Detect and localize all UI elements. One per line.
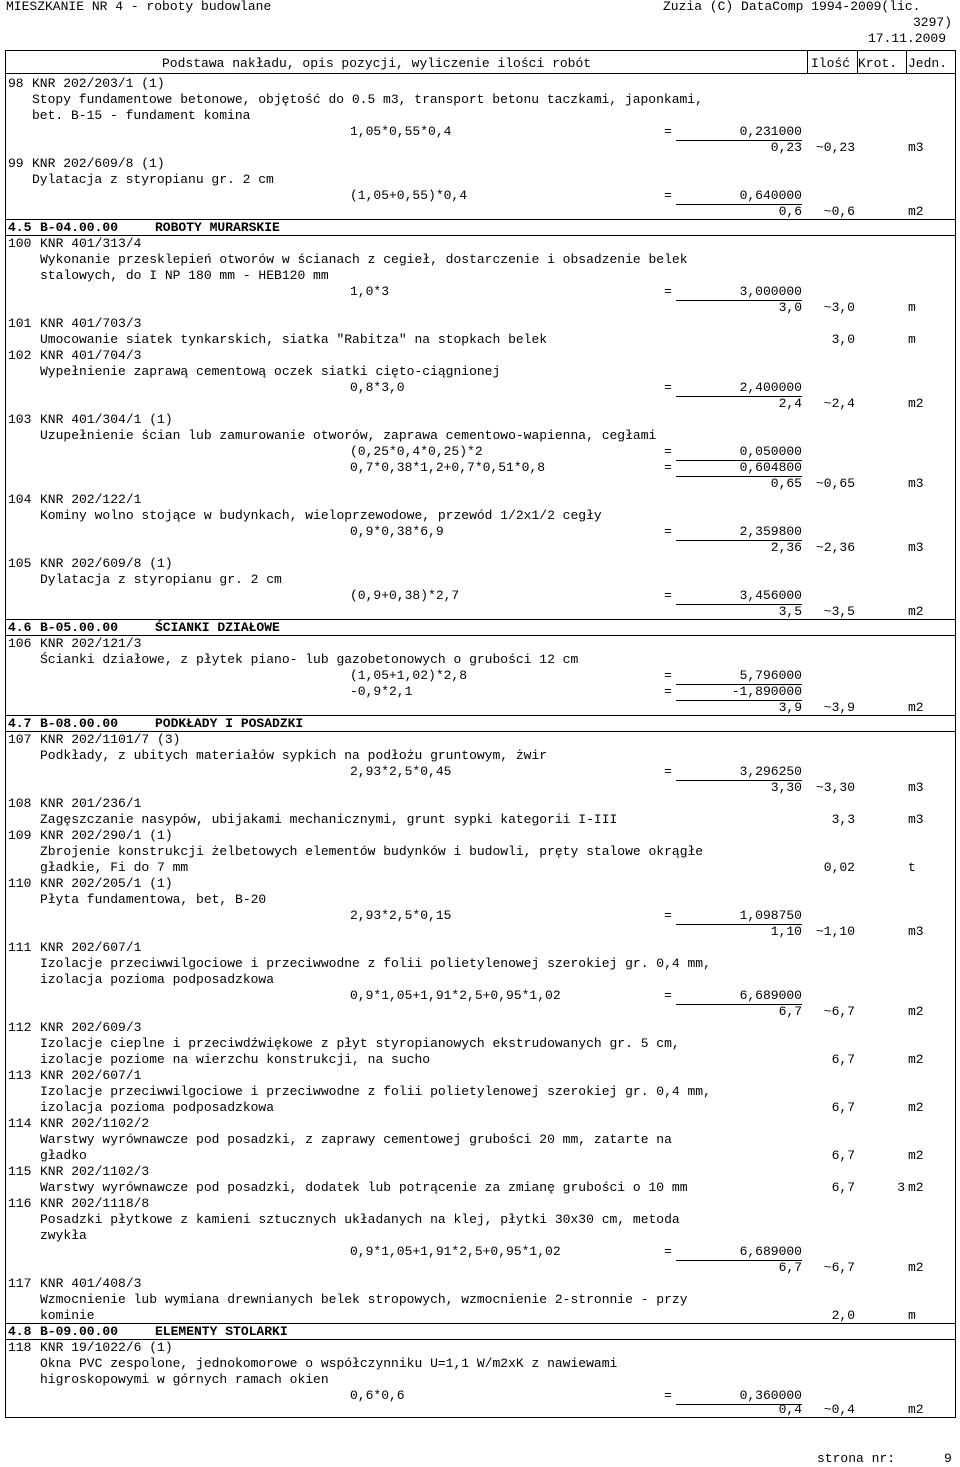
item-quantity: 3,30 xyxy=(770,780,802,795)
item-number: 107 xyxy=(8,732,32,747)
calc-formula: 0,7*0,38*1,2+0,7*0,51*0,8 xyxy=(350,460,546,475)
item-quantity: 0,23 xyxy=(770,140,802,155)
calc-equals: = xyxy=(664,284,672,299)
item-quantity-rounded: ~2,36 xyxy=(815,540,855,555)
item-description: Wzmocnienie lub wymiana drewnianych belek stropowych, wzmocnienie 2-stronnie - przy xyxy=(40,1292,688,1307)
item-number: 114 xyxy=(8,1116,32,1131)
item-unit: m2 xyxy=(908,1260,924,1275)
item-quantity-rounded: ~6,7 xyxy=(823,1004,855,1019)
item-unit: m2 xyxy=(908,1180,924,1195)
item-quantity: 3,5 xyxy=(778,604,802,619)
item-quantity: 3,0 xyxy=(778,300,802,315)
page-number: 9 xyxy=(944,1451,952,1466)
item-description: bet. B-15 - fundament komina xyxy=(32,108,251,123)
calc-equals: = xyxy=(664,588,672,603)
item-description: Stopy fundamentowe betonowe, objętość do 0.5 m3, transport betonu taczkami, japonkami, xyxy=(32,92,703,107)
license-number: 3297) xyxy=(913,15,953,30)
col-header-multiplier: Krot. xyxy=(858,56,898,71)
item-description: Ścianki działowe, z płytek piano- lub gazobetonowych o grubości 12 cm xyxy=(40,652,579,667)
item-description: gładkie, Fi do 7 mm xyxy=(40,860,189,875)
item-quantity: 6,7 xyxy=(831,1180,855,1195)
item-code: KNR 202/1102/3 xyxy=(40,1164,150,1179)
item-number: 113 xyxy=(8,1068,32,1083)
item-code: KNR 202/607/1 xyxy=(40,1068,142,1083)
item-quantity: 3,3 xyxy=(831,812,855,827)
item-number: 112 xyxy=(8,1020,32,1035)
col-header-description: Podstawa nakładu, opis pozycji, wyliczenie ilości robót xyxy=(162,56,592,71)
calc-equals: = xyxy=(664,684,672,699)
item-number: 116 xyxy=(8,1196,32,1211)
item-code: KNR 401/408/3 xyxy=(40,1276,142,1291)
item-multiplier: 3 xyxy=(897,1180,905,1195)
item-code: KNR 202/203/1 (1) xyxy=(32,76,165,91)
item-code: KNR 202/609/8 (1) xyxy=(40,556,173,571)
item-description: gładko xyxy=(40,1148,87,1163)
item-number: 104 xyxy=(8,492,32,507)
item-code: KNR 202/607/1 xyxy=(40,940,142,955)
section-divider xyxy=(5,219,955,220)
item-unit: t xyxy=(908,860,916,875)
calc-result: 0,604800 xyxy=(676,460,802,477)
item-quantity: 6,7 xyxy=(831,1148,855,1163)
calc-equals: = xyxy=(664,668,672,683)
item-quantity-rounded: ~0,65 xyxy=(815,476,855,491)
item-description: Płyta fundamentowa, bet, B-20 xyxy=(40,892,267,907)
calc-formula: (1,05+0,55)*0,4 xyxy=(350,188,468,203)
item-description: stalowych, do I NP 180 mm - HEB120 mm xyxy=(40,268,329,283)
item-quantity-rounded: ~2,4 xyxy=(823,396,855,411)
calc-result: 0,360000 xyxy=(676,1388,802,1405)
calc-result: 1,098750 xyxy=(676,908,802,925)
page-label: strona nr: xyxy=(817,1451,896,1466)
item-unit: m3 xyxy=(908,476,924,491)
item-quantity: 0,4 xyxy=(778,1402,802,1417)
item-quantity: 2,36 xyxy=(770,540,802,555)
calc-result: 3,456000 xyxy=(676,588,802,605)
calc-equals: = xyxy=(664,764,672,779)
item-number: 110 xyxy=(8,876,32,891)
calc-formula: 0,6*0,6 xyxy=(350,1388,405,1403)
item-description: Umocowanie siatek tynkarskich, siatka "Rabitza" na stopkach belek xyxy=(40,332,548,347)
item-number: 117 xyxy=(8,1276,32,1291)
item-number: 101 xyxy=(8,316,32,331)
calc-formula: 0,9*1,05+1,91*2,5+0,95*1,02 xyxy=(350,1244,561,1259)
calc-result: 2,359800 xyxy=(676,524,802,541)
item-description: higroskopowymi w górnych ramach okien xyxy=(40,1372,329,1387)
item-quantity-rounded: ~1,10 xyxy=(815,924,855,939)
software-info: Zuzia (C) DataComp 1994-2009(lic. xyxy=(663,0,921,14)
item-description: Uzupełnienie ścian lub zamurowanie otworów, zaprawa cementowo-wapienna, cegłami xyxy=(40,428,657,443)
item-unit: m3 xyxy=(908,540,924,555)
section-divider xyxy=(5,235,955,236)
print-date: 17.11.2009 xyxy=(868,31,947,46)
item-number: 118 xyxy=(8,1340,32,1355)
calc-equals: = xyxy=(664,444,672,459)
item-unit: m3 xyxy=(908,140,924,155)
calc-equals: = xyxy=(664,124,672,139)
col-header-quantity: Ilość xyxy=(811,56,851,71)
item-code: KNR 202/1102/2 xyxy=(40,1116,150,1131)
item-code: KNR 202/609/8 (1) xyxy=(32,156,165,171)
item-number: 109 xyxy=(8,828,32,843)
item-quantity-rounded: ~6,7 xyxy=(823,1260,855,1275)
calc-formula: 0,8*3,0 xyxy=(350,380,405,395)
item-unit: m3 xyxy=(908,924,924,939)
item-quantity: 6,7 xyxy=(778,1004,802,1019)
item-code: KNR 401/704/3 xyxy=(40,348,142,363)
item-unit: m2 xyxy=(908,1100,924,1115)
calc-equals: = xyxy=(664,524,672,539)
item-quantity-rounded: ~3,9 xyxy=(823,700,855,715)
calc-equals: = xyxy=(664,908,672,923)
item-code: KNR 202/205/1 (1) xyxy=(40,876,173,891)
item-description: Okna PVC zespolone, jednokomorowe o współczynniku U=1,1 W/m2xK z nawiewami xyxy=(40,1356,618,1371)
item-unit: m xyxy=(908,300,916,315)
section-number: 4.8 xyxy=(8,1324,32,1339)
col-divider xyxy=(807,50,808,74)
item-quantity: 3,9 xyxy=(778,700,802,715)
section-number: 4.7 xyxy=(8,716,32,731)
item-quantity: 0,65 xyxy=(770,476,802,491)
item-unit: m xyxy=(908,1308,916,1323)
calc-formula: (0,25*0,4*0,25)*2 xyxy=(350,444,483,459)
calc-result: 2,400000 xyxy=(676,380,802,397)
item-code: KNR 201/236/1 xyxy=(40,796,142,811)
calc-result: 6,689000 xyxy=(676,988,802,1005)
section-number: 4.6 xyxy=(8,620,32,635)
calc-result: 3,000000 xyxy=(676,284,802,301)
section-code: B-09.00.00 xyxy=(40,1324,119,1339)
item-quantity: 6,7 xyxy=(831,1052,855,1067)
item-code: KNR 401/703/3 xyxy=(40,316,142,331)
section-code: B-05.00.00 xyxy=(40,620,119,635)
calc-result: 5,796000 xyxy=(676,668,802,685)
item-description: izolacje poziome na wierzchu konstrukcji, na sucho xyxy=(40,1052,431,1067)
section-title: ŚCIANKI DZIAŁOWE xyxy=(155,620,280,635)
col-header-unit: Jedn. xyxy=(908,56,948,71)
item-unit: m2 xyxy=(908,700,924,715)
item-quantity: 3,0 xyxy=(831,332,855,347)
item-unit: m2 xyxy=(908,604,924,619)
item-code: KNR 202/609/3 xyxy=(40,1020,142,1035)
section-title: PODKŁADY I POSADZKI xyxy=(155,716,304,731)
item-number: 100 xyxy=(8,236,32,251)
calc-equals: = xyxy=(664,460,672,475)
calc-formula: 1,0*3 xyxy=(350,284,390,299)
item-description: Zbrojenie konstrukcji żelbetowych elementów budynków i budowli, pręty stalowe okrągłe xyxy=(40,844,704,859)
calc-result: 0,231000 xyxy=(676,124,802,141)
section-title: ROBOTY MURARSKIE xyxy=(155,220,280,235)
item-description: Podkłady, z ubitych materiałów sypkich na podłożu gruntowym, żwir xyxy=(40,748,548,763)
item-code: KNR 202/290/1 (1) xyxy=(40,828,173,843)
item-description: Wykonanie przesklepień otworów w ścianach z cegieł, dostarczenie i obsadzenie belek xyxy=(40,252,688,267)
document-title: MIESZKANIE NR 4 - roboty budowlane xyxy=(6,0,272,14)
item-description: Posadzki płytkowe z kamieni sztucznych układanych na klej, płytki 30x30 cm, metoda xyxy=(40,1212,680,1227)
item-code: KNR 202/122/1 xyxy=(40,492,142,507)
item-number: 106 xyxy=(8,636,32,651)
calc-equals: = xyxy=(664,1244,672,1259)
item-unit: m3 xyxy=(908,812,924,827)
calc-formula: 0,9*1,05+1,91*2,5+0,95*1,02 xyxy=(350,988,561,1003)
item-quantity: 1,10 xyxy=(770,924,802,939)
item-quantity: 6,7 xyxy=(778,1260,802,1275)
item-description: Dylatacja z styropianu gr. 2 cm xyxy=(40,572,282,587)
item-description: izolacja pozioma podposadzkowa xyxy=(40,1100,275,1115)
calc-result: -1,890000 xyxy=(676,684,802,701)
calc-result: 0,640000 xyxy=(676,188,802,205)
item-code: KNR 202/121/3 xyxy=(40,636,142,651)
item-unit: m2 xyxy=(908,1148,924,1163)
item-unit: m xyxy=(908,332,916,347)
section-code: B-08.00.00 xyxy=(40,716,119,731)
item-unit: m2 xyxy=(908,1004,924,1019)
calc-result: 3,296250 xyxy=(676,764,802,781)
item-unit: m2 xyxy=(908,396,924,411)
item-number: 115 xyxy=(8,1164,32,1179)
section-title: ELEMENTY STOLARKI xyxy=(155,1324,288,1339)
item-description: Warstwy wyrównawcze pod posadzki, z zaprawy cementowej grubości 20 mm, zatarte na xyxy=(40,1132,672,1147)
calc-result: 6,689000 xyxy=(676,1244,802,1261)
section-number: 4.5 xyxy=(8,220,32,235)
calc-result: 0,050000 xyxy=(676,444,802,461)
item-number: 98 xyxy=(8,76,24,91)
item-code: KNR 19/1022/6 (1) xyxy=(40,1340,173,1355)
calc-formula: 2,93*2,5*0,45 xyxy=(350,764,452,779)
item-description: Warstwy wyrównawcze pod posadzki, dodatek lub potrącenie za zmianę grubości o 10 mm xyxy=(40,1180,688,1195)
col-divider xyxy=(906,50,907,74)
item-code: KNR 401/313/4 xyxy=(40,236,142,251)
item-number: 105 xyxy=(8,556,32,571)
item-unit: m2 xyxy=(908,1052,924,1067)
item-number: 111 xyxy=(8,940,32,955)
calc-equals: = xyxy=(664,1388,672,1403)
calc-equals: = xyxy=(664,988,672,1003)
item-description: zwykła xyxy=(40,1228,87,1243)
item-quantity-rounded: ~0,4 xyxy=(823,1402,855,1417)
item-quantity: 2,0 xyxy=(831,1308,855,1323)
item-quantity: 2,4 xyxy=(778,396,802,411)
item-quantity: 0,02 xyxy=(823,860,855,875)
calc-formula: 1,05*0,55*0,4 xyxy=(350,124,452,139)
item-quantity-rounded: ~3,30 xyxy=(815,780,855,795)
item-unit: m2 xyxy=(908,1402,924,1417)
item-quantity-rounded: ~3,0 xyxy=(823,300,855,315)
item-quantity: 6,7 xyxy=(831,1100,855,1115)
item-quantity-rounded: ~0,23 xyxy=(815,140,855,155)
item-description: izolacja pozioma podposadzkowa xyxy=(40,972,275,987)
item-number: 108 xyxy=(8,796,32,811)
item-description: kominie xyxy=(40,1308,95,1323)
section-divider xyxy=(5,619,955,620)
item-description: Kominy wolno stojące w budynkach, wieloprzewodowe, przewód 1/2x1/2 cegły xyxy=(40,508,602,523)
calc-equals: = xyxy=(664,380,672,395)
calc-formula: (1,05+1,02)*2,8 xyxy=(350,668,468,683)
calc-formula: -0,9*2,1 xyxy=(350,684,413,699)
calc-formula: 2,93*2,5*0,15 xyxy=(350,908,452,923)
item-code: KNR 401/304/1 (1) xyxy=(40,412,173,427)
item-unit: m2 xyxy=(908,204,924,219)
calc-equals: = xyxy=(664,188,672,203)
section-divider xyxy=(5,715,955,716)
item-number: 99 xyxy=(8,156,24,171)
item-quantity: 0,6 xyxy=(778,204,802,219)
section-code: B-04.00.00 xyxy=(40,220,119,235)
calc-formula: (0,9+0,38)*2,7 xyxy=(350,588,460,603)
item-description: Dylatacja z styropianu gr. 2 cm xyxy=(32,172,274,187)
section-divider xyxy=(5,635,955,636)
item-number: 102 xyxy=(8,348,32,363)
item-code: KNR 202/1101/7 (3) xyxy=(40,732,181,747)
item-description: Izolacje cieplne i przeciwdźwiękowe z płyt styropianowych ekstrudowanych gr. 5 cm, xyxy=(40,1036,680,1051)
item-number: 103 xyxy=(8,412,32,427)
item-quantity-rounded: ~3,5 xyxy=(823,604,855,619)
section-divider xyxy=(5,1323,955,1324)
item-quantity-rounded: ~0,6 xyxy=(823,204,855,219)
header-divider xyxy=(5,73,955,74)
item-description: Zagęszczanie nasypów, ubijakami mechanicznymi, grunt sypki kategorii I-III xyxy=(40,812,618,827)
item-description: Wypełnienie zaprawą cementową oczek siatki cięto-ciągnionej xyxy=(40,364,501,379)
item-description: Izolacje przeciwwilgociowe i przeciwwodne z folii polietylenowej szerokiej gr. 0,4 mm, xyxy=(40,956,711,971)
item-description: Izolacje przeciwwilgociowe i przeciwwodne z folii polietylenowej szerokiej gr. 0,4 mm, xyxy=(40,1084,711,1099)
item-code: KNR 202/1118/8 xyxy=(40,1196,150,1211)
calc-formula: 0,9*0,38*6,9 xyxy=(350,524,444,539)
item-unit: m3 xyxy=(908,780,924,795)
